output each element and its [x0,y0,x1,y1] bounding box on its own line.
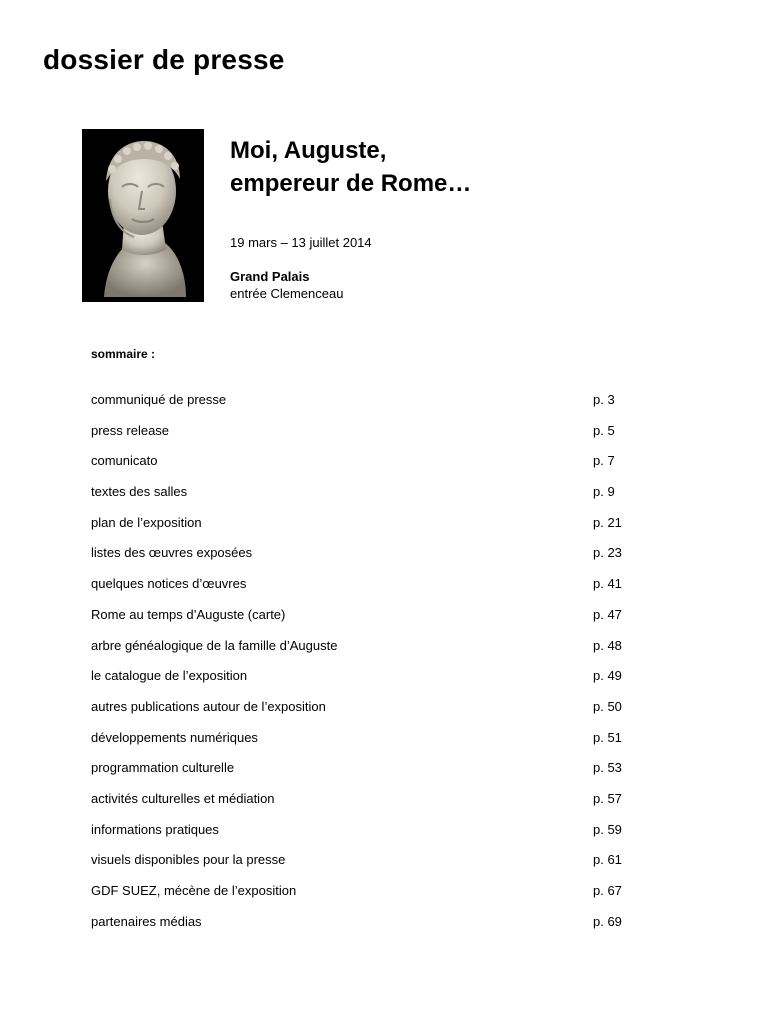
toc-entry-label: Rome au temps d’Auguste (carte) [91,606,286,622]
toc-entry-label: plan de l’exposition [91,514,202,530]
toc-entry[interactable] [91,668,651,699]
toc-entry-page: p. 53 [593,760,622,776]
toc-entry-page: p. 61 [593,852,622,868]
toc-entry-page: p. 3 [593,392,615,407]
toc-entry[interactable] [91,423,651,454]
toc-entry-page: p. 47 [593,606,622,622]
toc-entry-page: p. 57 [593,790,622,806]
table-of-contents-heading: sommaire : [91,347,156,361]
table-of-contents [91,392,651,944]
toc-entry-label: activités culturelles et médiation [91,790,275,806]
toc-entry[interactable] [91,576,651,607]
exhibition-dates: 19 mars – 13 juillet 2014 [230,235,372,250]
toc-entry-label: le catalogue de l’exposition [91,668,248,684]
toc-entry-page: p. 21 [593,514,622,530]
toc-entry[interactable] [91,545,651,576]
toc-entry-page: p. 50 [593,698,622,714]
venue-name: Grand Palais [230,269,310,284]
toc-entry-label: press release [91,422,170,438]
toc-entry[interactable] [91,699,651,730]
toc-entry-page: p. 59 [593,821,622,837]
toc-entry-page: p. 67 [593,883,622,898]
toc-entry-label: listes des œuvres exposées [91,545,253,561]
toc-entry[interactable] [91,453,651,484]
toc-entry[interactable] [91,515,651,546]
toc-entry-label: GDF SUEZ, mécène de l’exposition [91,883,297,898]
toc-entry-label: programmation culturelle [91,760,235,776]
toc-entry-page: p. 23 [593,545,622,561]
toc-entry-page: p. 48 [593,637,622,653]
toc-entry[interactable] [91,392,651,423]
toc-entry[interactable] [91,914,651,945]
toc-entry[interactable] [91,484,651,515]
exhibition-title-line-1: Moi, Auguste, [230,137,387,164]
toc-entry-page: p. 69 [593,913,622,929]
toc-entry-page: p. 49 [593,668,622,684]
exhibition-title [230,134,471,200]
toc-entry-page: p. 5 [593,422,615,438]
toc-entry-page: p. 9 [593,484,615,500]
toc-entry-label: textes des salles [91,484,188,500]
toc-entry[interactable] [91,822,651,853]
document-heading: dossier de presse [43,44,285,75]
toc-entry[interactable] [91,791,651,822]
toc-entry-label: développements numériques [91,729,258,745]
toc-entry[interactable] [91,760,651,791]
toc-entry[interactable] [91,638,651,669]
toc-entry[interactable] [91,852,651,883]
toc-entry-label: autres publications autour de l’exposition [91,698,326,714]
exhibition-title-line-2: empereur de Rome… [230,170,472,197]
toc-entry-page: p. 51 [593,729,622,745]
toc-entry-label: informations pratiques [91,821,219,837]
toc-entry-label: visuels disponibles pour la presse [91,852,286,868]
toc-entry-label: quelques notices d’œuvres [91,576,247,592]
toc-entry[interactable] [91,883,651,914]
toc-entry-page: p. 7 [593,453,615,469]
toc-entry-label: arbre généalogique de la famille d’Auguste [91,637,338,653]
toc-entry[interactable] [91,607,651,638]
venue-entrance: entrée Clemenceau [230,286,344,301]
toc-entry-label: partenaires médias [91,913,202,929]
toc-entry-label: comunicato [91,453,158,469]
augustus-bust-image [82,129,204,302]
toc-entry-page: p. 41 [593,576,622,592]
toc-entry[interactable] [91,730,651,761]
toc-entry-label: communiqué de presse [91,392,227,407]
